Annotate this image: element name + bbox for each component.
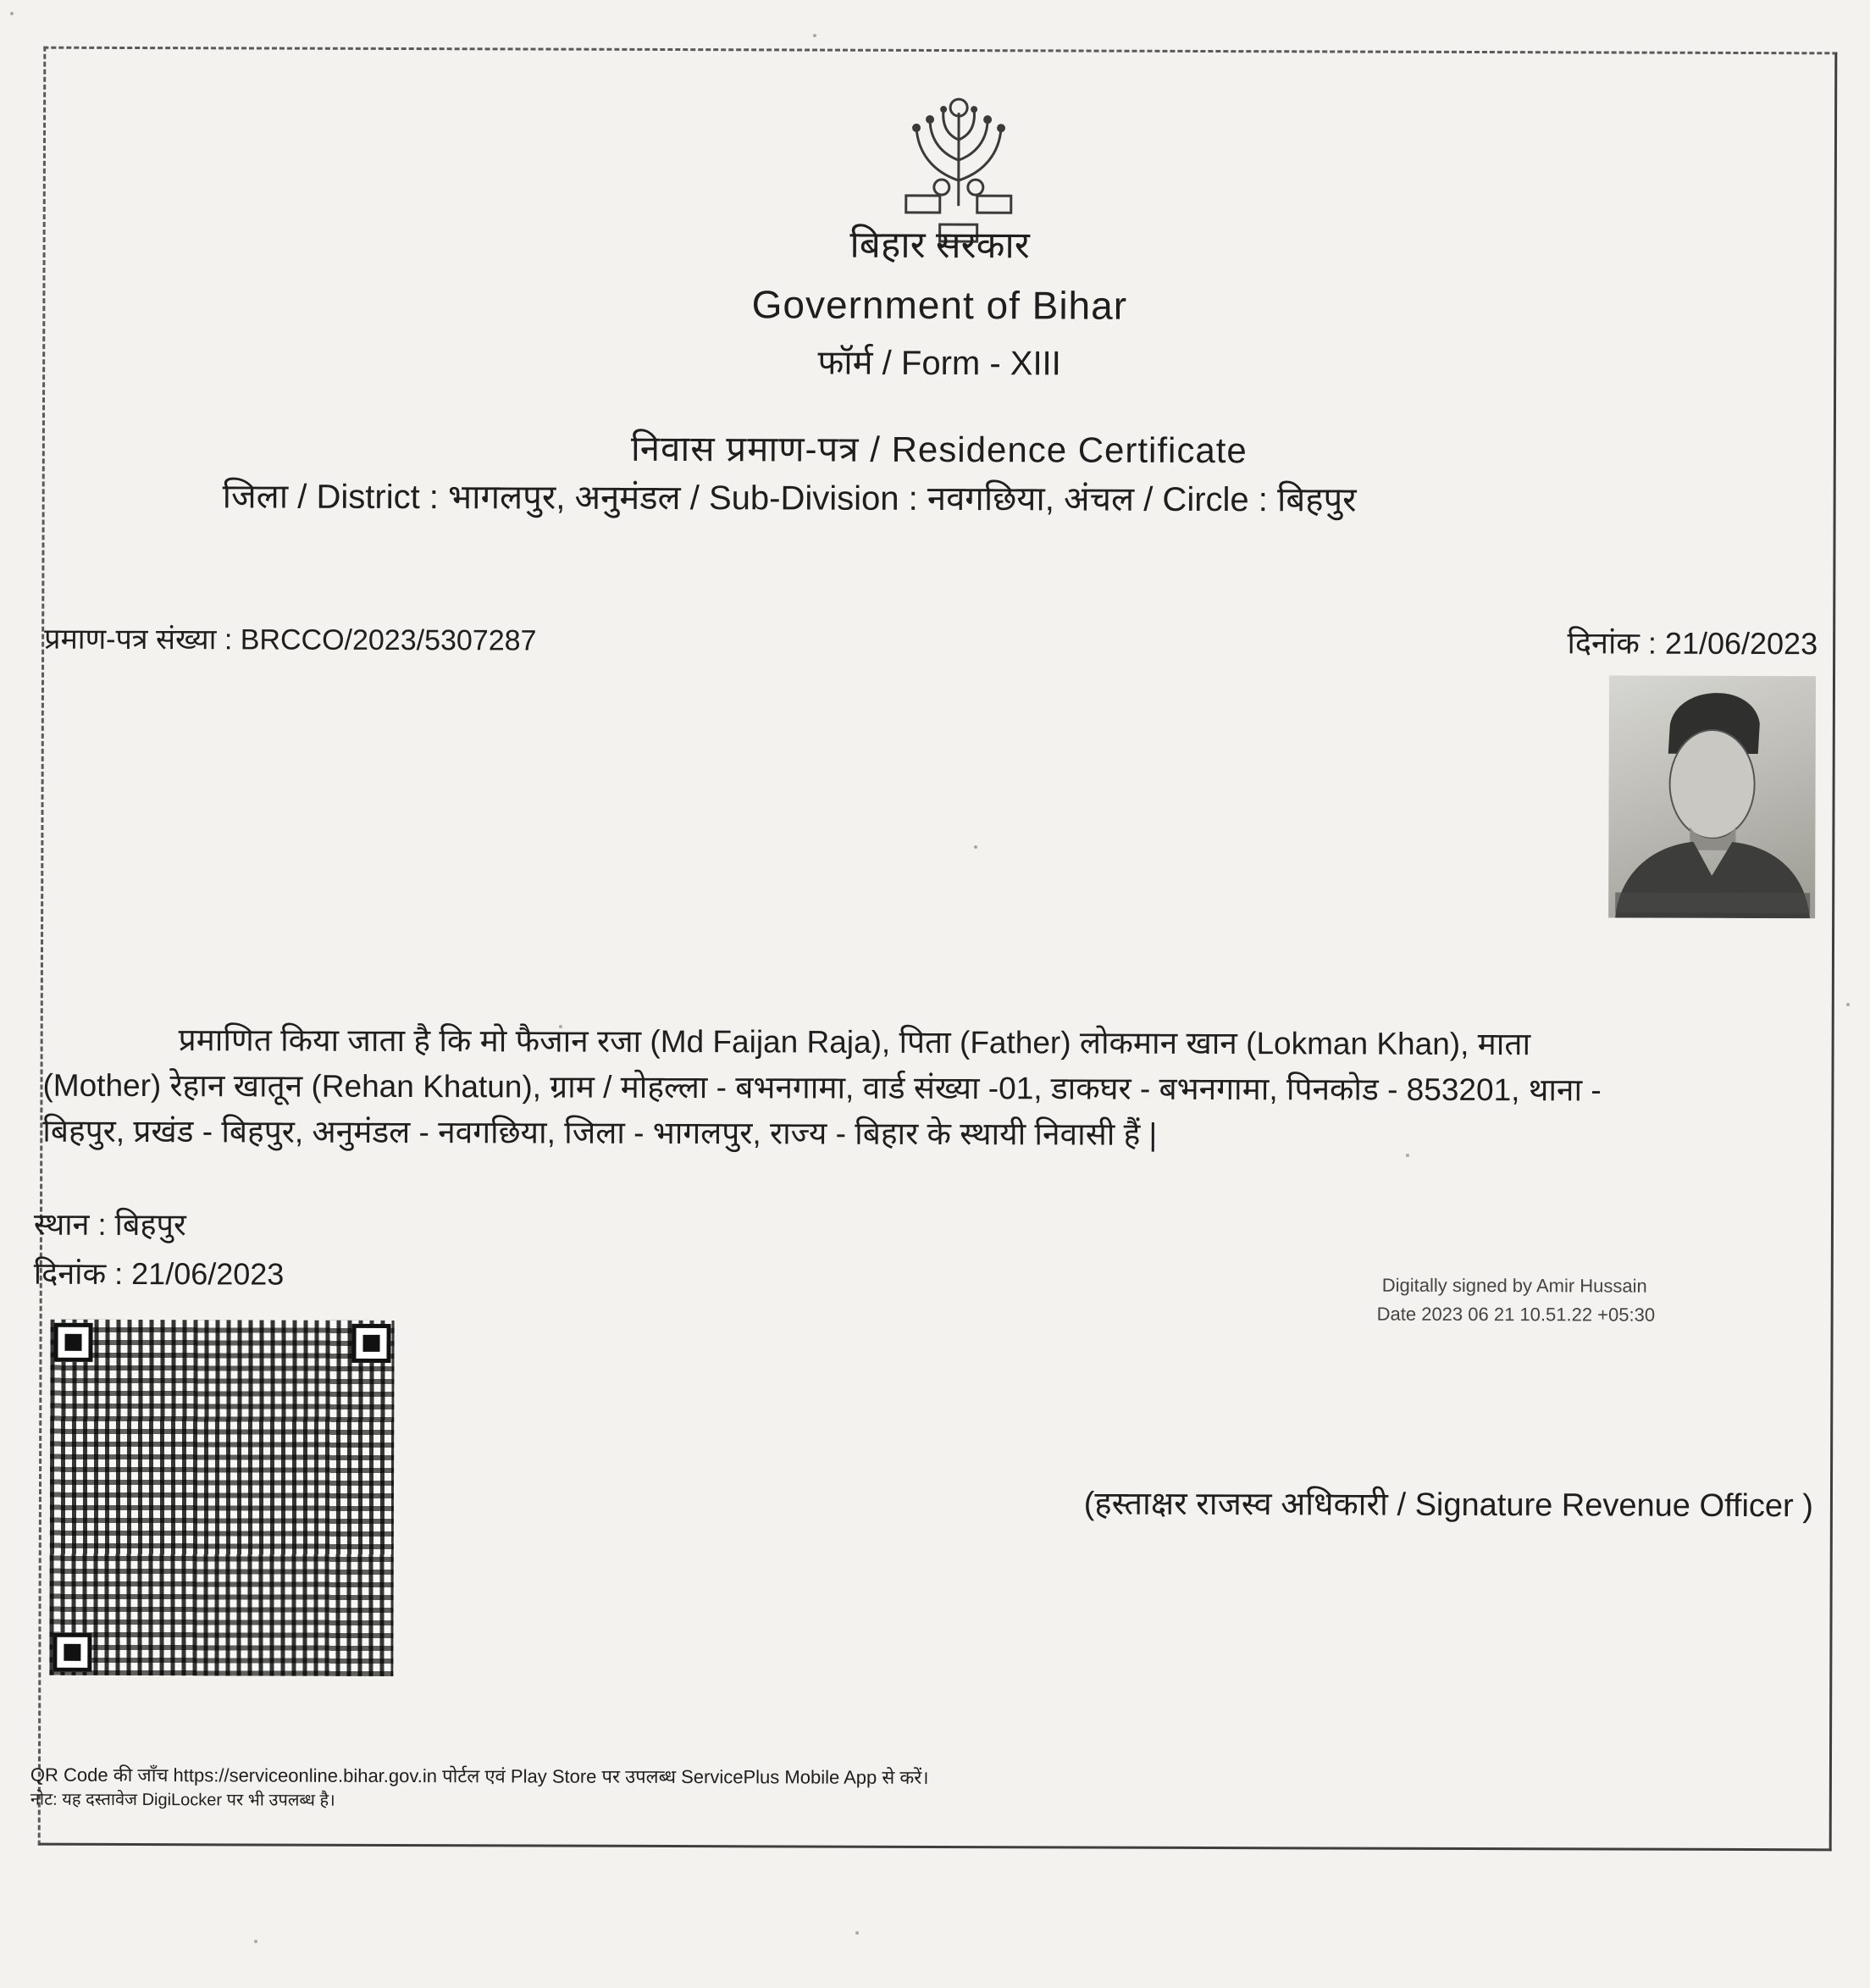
certificate-body-line-1: प्रमाणित किया जाता है कि मो फैजान रजा (Md Faijan Raja), पिता (Father) लोकमान खान (Lokman Khan), माता [178, 1022, 1531, 1062]
qr-finder-pattern [53, 1633, 91, 1672]
digital-signature-name: Digitally signed by Amir Hussain [1381, 1274, 1647, 1297]
scan-speck [10, 12, 14, 15]
issue-date: दिनांक : 21/06/2023 [33, 1255, 285, 1292]
place-of-issue: स्थान : बिहपुर [33, 1206, 186, 1243]
form-number: फॉर्म / Form - XIII [817, 344, 1061, 383]
certificate-date: दिनांक : 21/06/2023 [1567, 625, 1818, 662]
certificate-number: प्रमाण-पत्र संख्या : BRCCO/2023/5307287 [44, 623, 537, 657]
qr-finder-pattern [351, 1324, 390, 1363]
scan-speck [855, 1931, 859, 1935]
government-title: Government of Bihar [751, 282, 1128, 328]
certificate-body-line-3: बिहपुर, प्रखंड - बिहपुर, अनुमंडल - नवगछिया, जिला - भागलपुर, राज्य - बिहार के स्थायी निवासी हैं | [42, 1113, 1158, 1152]
scan-speck [1846, 1003, 1850, 1006]
scan-speck [813, 34, 816, 37]
signature-label: (हस्ताक्षर राजस्व अधिकारी / Signature Revenue Officer ) [1083, 1486, 1814, 1525]
hindi-government-title: बिहार सरकार [849, 224, 1030, 267]
certificate-body-line-2: (Mother) रेहान खातून (Rehan Khatun), ग्राम / मोहल्ला - बभनगामा, वार्ड संख्या -01, डाकघर - बभनगामा, पिनकोड - 853201, थाना - [42, 1067, 1602, 1108]
location-line: जिला / District : भागलपुर, अनुमंडल / Sub-Division : नवगछिया, अंचल / Circle : बिहपुर [222, 478, 1357, 519]
scan-speck [254, 1940, 257, 1943]
certificate-border [30, 47, 1838, 1852]
person-silhouette-icon [1608, 675, 1816, 918]
qr-verification-note: QR Code की जाँच https://serviceonline.bihar.gov.in पोर्टल एवं Play Store पर उपलब्ध ServicePlus Mobile App से करें। [30, 1764, 929, 1788]
qr-finder-pattern [53, 1323, 92, 1362]
qr-code [49, 1320, 394, 1676]
applicant-photo [1608, 675, 1816, 918]
digital-signature-date: Date 2023 06 21 10.51.22 +05:30 [1376, 1303, 1656, 1326]
digilocker-note: नोट: यह दस्तावेज DigiLocker पर भी उपलब्ध है। [30, 1790, 335, 1810]
certificate-type: निवास प्रमाण-पत्र / Residence Certificate [630, 428, 1248, 471]
